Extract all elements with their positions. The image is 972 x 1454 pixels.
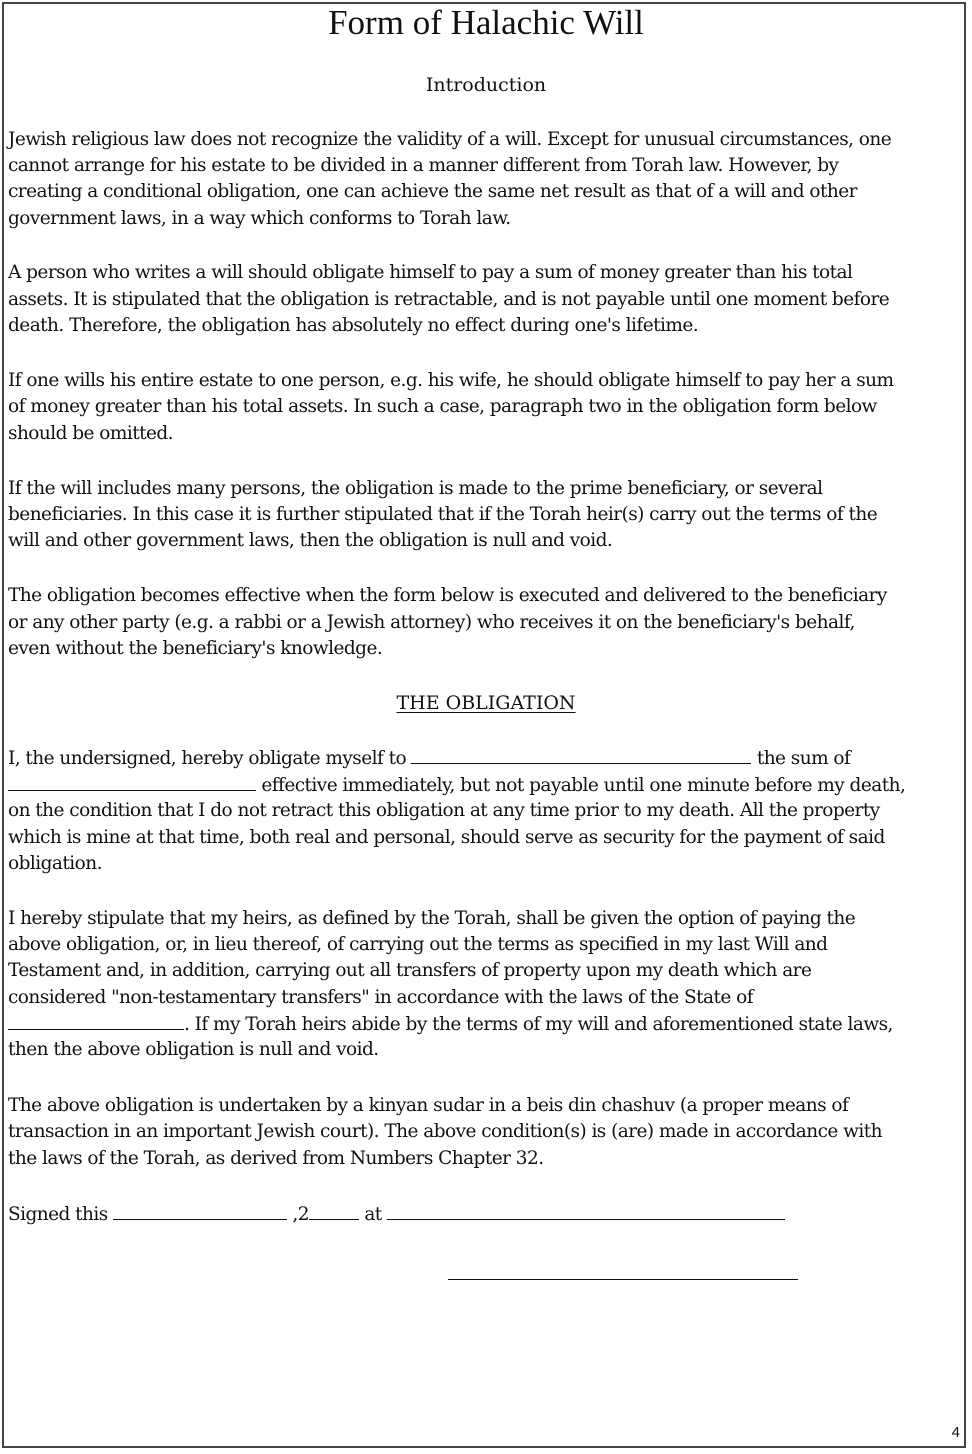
obligation-p1-line-2 <box>8 772 905 799</box>
obligation-heading <box>0 690 972 716</box>
at-label: at <box>364 1204 382 1225</box>
obligation-text: . If my Torah heirs abide by the terms of my will and aforementioned state laws, <box>184 1014 893 1035</box>
page-number: 4 <box>951 1424 960 1441</box>
signed-line <box>8 1201 785 1228</box>
obligation-p3-line-1: The above obligation is undertaken by a kinyan sudar in a beis din chashuv (a proper means of <box>8 1095 849 1116</box>
date-blank[interactable] <box>113 1201 287 1220</box>
intro-p1-line-4: government laws, in a way which conforms to Torah law. <box>8 208 511 229</box>
obligation-p1-line-4: which is mine at that time, both real and personal, should serve as security for the payment of said <box>8 827 885 848</box>
obligation-p2-line-3: Testament and, in addition, carrying out all transfers of property upon my death which are <box>8 960 812 981</box>
intro-p4-line-1: If the will includes many persons, the obligation is made to the prime beneficiary, or several <box>8 478 823 499</box>
obligation-p2-line-5 <box>8 1011 893 1038</box>
obligation-p3-line-3: the laws of the Torah, as derived from Numbers Chapter 32. <box>8 1148 544 1169</box>
obligation-text: I, the undersigned, hereby obligate myself to <box>8 748 407 769</box>
year-prefix: ,2 <box>292 1204 309 1225</box>
intro-p1-line-3: creating a conditional obligation, one can achieve the same net result as that of a will and other <box>8 181 857 202</box>
intro-p2-line-3: death. Therefore, the obligation has absolutely no effect during one's lifetime. <box>8 315 699 336</box>
obligation-p2-line-1: I hereby stipulate that my heirs, as defined by the Torah, shall be given the option of paying the <box>8 908 856 929</box>
obligation-p3-line-2: transaction in an important Jewish court). The above condition(s) is (are) made in accordance with <box>8 1121 883 1142</box>
signature-blank[interactable] <box>448 1279 798 1280</box>
obligation-text: effective immediately, but not payable until one minute before my death, <box>261 775 906 796</box>
obligation-heading-text: THE OBLIGATION <box>396 692 576 714</box>
sum-blank[interactable] <box>8 772 256 791</box>
obligation-text: the sum of <box>756 748 851 769</box>
intro-p4-line-2: beneficiaries. In this case it is further stipulated that if the Torah heir(s) carry out the terms of the <box>8 504 878 525</box>
obligation-p2-line-2: above obligation, or, in lieu thereof, of carrying out the terms as specified in my last Will and <box>8 934 828 955</box>
obligation-p1-line-5: obligation. <box>8 853 102 874</box>
intro-p5-line-2: or any other party (e.g. a rabbi or a Jewish attorney) who receives it on the beneficiary's behalf, <box>8 612 855 633</box>
intro-p2-line-2: assets. It is stipulated that the obligation is retractable, and is not payable until one moment before <box>8 289 890 310</box>
intro-p2-line-1: A person who writes a will should obligate himself to pay a sum of money greater than his total <box>8 262 853 283</box>
location-blank[interactable] <box>387 1201 785 1220</box>
intro-p5-line-1: The obligation becomes effective when the form below is executed and delivered to the beneficiary <box>8 585 887 606</box>
year-blank[interactable] <box>309 1201 359 1220</box>
intro-p1-line-2: cannot arrange for his estate to be divided in a manner different from Torah law. However, by <box>8 155 839 176</box>
intro-p3-line-1: If one wills his entire estate to one person, e.g. his wife, he should obligate himself to pay her a sum <box>8 370 894 391</box>
state-blank[interactable] <box>8 1011 184 1030</box>
intro-p3-line-2: of money greater than his total assets. In such a case, paragraph two in the obligation form below <box>8 396 877 417</box>
beneficiary-blank[interactable] <box>411 745 751 764</box>
obligation-p1-line-3: on the condition that I do not retract this obligation at any time prior to my death. All the property <box>8 800 880 821</box>
document-title: Form of Halachic Will <box>328 3 644 42</box>
intro-p5-line-3: even without the beneficiary's knowledge. <box>8 638 383 659</box>
intro-p4-line-3: will and other government laws, then the obligation is null and void. <box>8 530 613 551</box>
obligation-p1-line-1 <box>8 745 850 772</box>
signed-label: Signed this <box>8 1204 108 1225</box>
obligation-p2-line-4: considered "non-testamentary transfers" in accordance with the laws of the State of <box>8 987 754 1008</box>
intro-p3-line-3: should be omitted. <box>8 423 174 444</box>
obligation-p2-line-6: then the above obligation is null and void. <box>8 1039 379 1060</box>
intro-p1-line-1: Jewish religious law does not recognize the validity of a will. Except for unusual circumstances, one <box>8 129 892 150</box>
introduction-heading: Introduction <box>425 74 547 96</box>
